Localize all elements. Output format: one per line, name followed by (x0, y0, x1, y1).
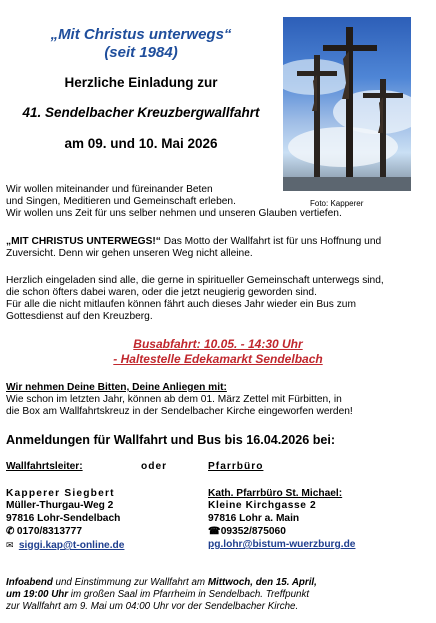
office-name: Kath. Pfarrbüro St. Michael: (208, 488, 343, 499)
intro-line-2: und Singen, Meditieren und Gemeinschaft erleben. (6, 196, 236, 207)
footer-infoabend: Infoabend (6, 577, 53, 588)
leader-name: Kapperer Siegbert (6, 488, 115, 499)
event-name: 41. Sendelbacher Kreuzbergwallfahrt (22, 105, 260, 120)
phone-icon: ✆ (6, 526, 15, 537)
motto-text: Das Motto der Wallfahrt ist für uns Hoffnung und (160, 236, 382, 247)
invite-para-3: Für alle die nicht mitlaufen können fährt auch dieses Jahr wieder ein Bus zum (6, 299, 356, 310)
crosses-photo (283, 17, 411, 191)
invite-para-4: Gottesdienst auf den Kreuzberg. (6, 311, 153, 322)
requests-line-1: Wie schon im letzten Jahr, können ab dem 01. März Zettel mit Fürbitten, in (6, 394, 342, 405)
footer-text-1: und Einstimmung zur Wallfahrt am (52, 577, 208, 588)
office-label: Pfarrbüro (208, 461, 264, 472)
telephone-icon: ☎ (208, 526, 221, 537)
leader-phone: 0170/8313777 (16, 526, 82, 537)
invite-para-2: die schon öfters dabei waren, oder die jetzt neugierig geworden sind. (6, 287, 317, 298)
intro-line-1: Wir wollen miteinander und füreinander Beten (6, 184, 213, 195)
registration-heading: Anmeldungen für Wallfahrt und Bus bis 16.04.2026 bei: (6, 433, 336, 447)
requests-heading: Wir nehmen Deine Bitten, Deine Anliegen mit: (6, 382, 227, 393)
crosses-illustration (283, 17, 411, 191)
motto-line-1 (6, 236, 431, 248)
footer-line-3: zur Wallfahrt am 9. Mai um 04:00 Uhr vor der Sendelbacher Kirche. (6, 601, 299, 613)
office-email-link[interactable]: pg.lohr@bistum-wuerzburg.de (208, 539, 356, 550)
leader-email-row (6, 539, 124, 552)
bus-stop: - Haltestelle Edekamarkt Sendelbach (113, 352, 323, 366)
invite-heading: Herzliche Einladung zur (64, 75, 218, 90)
footer-date: Mittwoch, den 15. April, (207, 577, 317, 588)
motto-line-2: Zuversicht. Denn wir gehen unseren Weg nicht alleine. (6, 248, 253, 259)
event-dates: am 09. und 10. Mai 2026 (64, 136, 218, 151)
office-street: Kleine Kirchgasse 2 (208, 500, 317, 511)
requests-line-2: die Box am Wallfahrtskreuz in der Sendelbacher Kirche eingeworfen werden! (6, 406, 353, 417)
leader-email-link[interactable]: siggi.kap@t-online.de (18, 540, 125, 551)
or-label: oder (141, 461, 168, 472)
leader-street: Müller-Thurgau-Weg 2 (6, 500, 114, 511)
footer-text-2: im großen Saal im Pfarrheim in Sendelbach. Treffpunkt (68, 589, 310, 601)
email-icon: ✉ (6, 540, 14, 550)
motto-bold: „MIT CHRISTUS UNTERWEGS!“ (6, 236, 161, 247)
intro-line-3: Wir wollen uns Zeit für uns selber nehmen und unseren Glauben vertiefen. (6, 208, 342, 219)
office-city: 97816 Lohr a. Main (208, 513, 300, 524)
leader-phone-row (6, 526, 82, 538)
leader-label: Wallfahrtsleiter: (6, 461, 83, 472)
leader-city: 97816 Lohr-Sendelbach (6, 513, 121, 524)
office-phone-row (208, 526, 286, 538)
photo-caption: Foto: Kapperer (310, 199, 364, 208)
footer-line-1 (6, 577, 434, 589)
office-phone: 09352/875060 (220, 526, 286, 537)
footer-time: um 19:00 Uhr (6, 589, 69, 601)
footer-info (6, 577, 434, 614)
title-line-1: „Mit Christus unterwegs“ (50, 26, 232, 43)
footer-line-2 (6, 589, 434, 601)
title-line-2: (seit 1984) (104, 44, 178, 61)
invite-para-1: Herzlich eingeladen sind alle, die gerne in spiritueller Gemeinschaft unterwegs sind, (6, 275, 384, 286)
office-email-row (208, 539, 355, 551)
bus-departure: Busabfahrt: 10.05. - 14:30 Uhr (133, 337, 303, 351)
